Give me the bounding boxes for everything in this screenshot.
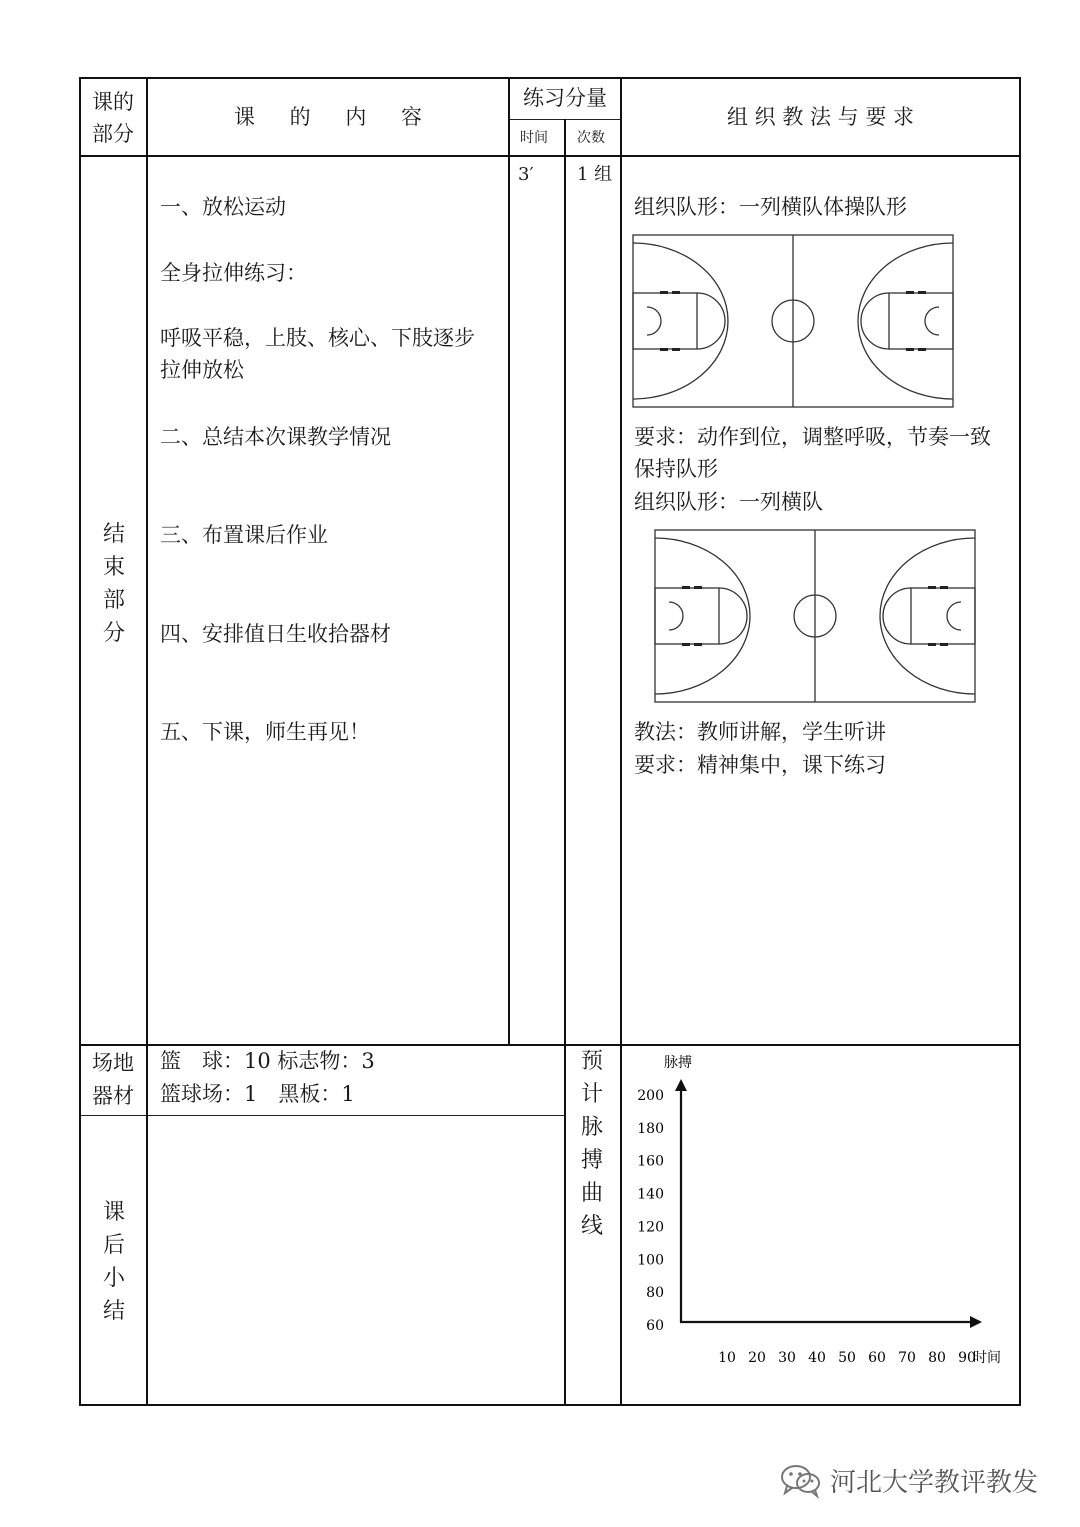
basketball-court-diagram <box>654 529 976 703</box>
y-tick-label: 60 <box>646 1318 664 1334</box>
header-bottom-border <box>79 155 1021 157</box>
y-tick-label: 100 <box>637 1252 664 1269</box>
summary-label-char: 课 <box>102 1200 125 1225</box>
venue-bottom-border <box>79 1115 566 1116</box>
time-value: 3′ <box>518 164 534 185</box>
part-col-divider <box>146 77 148 1406</box>
pulse-label-char: 曲 <box>580 1181 603 1206</box>
header-org: 组 织 教 法 与 要 求 <box>726 105 915 129</box>
pulse-label-char: 线 <box>580 1214 603 1239</box>
y-axis-label: 脉搏 <box>664 1055 692 1071</box>
wechat-icon <box>778 1460 824 1500</box>
table-top-border <box>79 77 1021 79</box>
header-count: 次数 <box>577 130 605 146</box>
header-part-line2: 部分 <box>92 122 134 146</box>
summary-label <box>99 1196 129 1328</box>
x-tick-label: 20 <box>748 1350 766 1366</box>
y-tick-label: 120 <box>637 1219 664 1236</box>
pulse-chart <box>622 1046 1018 1402</box>
content-item: 全身拉伸练习： <box>160 261 307 285</box>
section-label-char: 束 <box>102 555 125 580</box>
x-tick-label: 50 <box>838 1350 856 1366</box>
summary-label-char: 小 <box>102 1266 125 1291</box>
content-item: 呼吸平稳，上肢、核心、下肢逐步 <box>160 326 475 350</box>
org-line: 要求：精神集中，课下练习 <box>634 753 886 777</box>
x-tick-label: 70 <box>898 1350 916 1366</box>
summary-label-char: 结 <box>102 1299 125 1324</box>
pulse-label-char: 计 <box>580 1082 603 1107</box>
section-label <box>99 518 129 650</box>
table-left-border <box>79 77 81 1406</box>
x-tick-label: 40 <box>808 1350 826 1366</box>
y-tick-label: 140 <box>637 1186 664 1203</box>
section-label-char: 结 <box>102 522 125 547</box>
y-tick-label: 80 <box>646 1285 664 1302</box>
org-line: 教法：教师讲解，学生听讲 <box>634 720 886 744</box>
pulse-label-char: 预 <box>580 1049 603 1074</box>
content-item: 拉伸放松 <box>160 358 244 382</box>
y-tick-label: 180 <box>637 1120 664 1137</box>
basketball-court-diagram <box>632 234 954 408</box>
pulse-label <box>577 1045 607 1243</box>
y-tick-label: 160 <box>637 1153 664 1170</box>
header-content: 课 的 内 容 <box>233 105 423 129</box>
table-right-border <box>1019 77 1021 1406</box>
content-col-divider <box>508 77 510 1045</box>
y-tick-label: 200 <box>637 1088 664 1104</box>
x-tick-label: 10 <box>718 1350 736 1366</box>
pulse-label-char: 脉 <box>580 1115 603 1140</box>
content-item: 五、下课，师生再见！ <box>160 720 370 744</box>
section-label-char: 部 <box>102 588 125 613</box>
content-item: 三、布置课后作业 <box>160 523 328 547</box>
org-line: 组织队形：一列横队体操队形 <box>634 195 907 219</box>
org-line: 保持队形 <box>634 457 718 481</box>
x-axis-label: 时间 <box>973 1350 1001 1366</box>
venue-line: 篮 球：10 标志物：3 <box>160 1049 375 1073</box>
watermark-text: 河北大学教评教发 <box>830 1468 1039 1498</box>
summary-label-char: 后 <box>102 1233 125 1258</box>
content-item: 一、放松运动 <box>160 195 286 219</box>
count-value: 1 组 <box>577 164 613 185</box>
venue-label-line1: 场地 <box>92 1051 134 1075</box>
header-dose: 练习分量 <box>523 86 607 110</box>
venue-label-line2: 器材 <box>92 1084 134 1108</box>
header-time: 时间 <box>520 130 548 146</box>
content-item: 二、总结本次课教学情况 <box>160 425 391 449</box>
org-line: 要求：动作到位，调整呼吸，节奏一致 <box>634 425 991 449</box>
pulse-col-divider <box>564 1044 566 1406</box>
org-line: 组织队形：一列横队 <box>634 490 823 514</box>
x-tick-label: 80 <box>928 1350 946 1366</box>
pulse-label-char: 搏 <box>580 1148 603 1173</box>
section-label-char: 分 <box>102 621 125 646</box>
x-tick-label: 30 <box>778 1350 796 1366</box>
x-tick-label: 60 <box>868 1350 886 1366</box>
header-part-line1: 课的 <box>92 90 134 114</box>
time-col-divider <box>564 119 566 1045</box>
content-item: 四、安排值日生收拾器材 <box>160 622 391 646</box>
table-bottom-border <box>79 1404 1021 1406</box>
venue-line: 篮球场：1 黑板：1 <box>160 1082 355 1106</box>
x-tick-label: 90 <box>958 1350 976 1366</box>
